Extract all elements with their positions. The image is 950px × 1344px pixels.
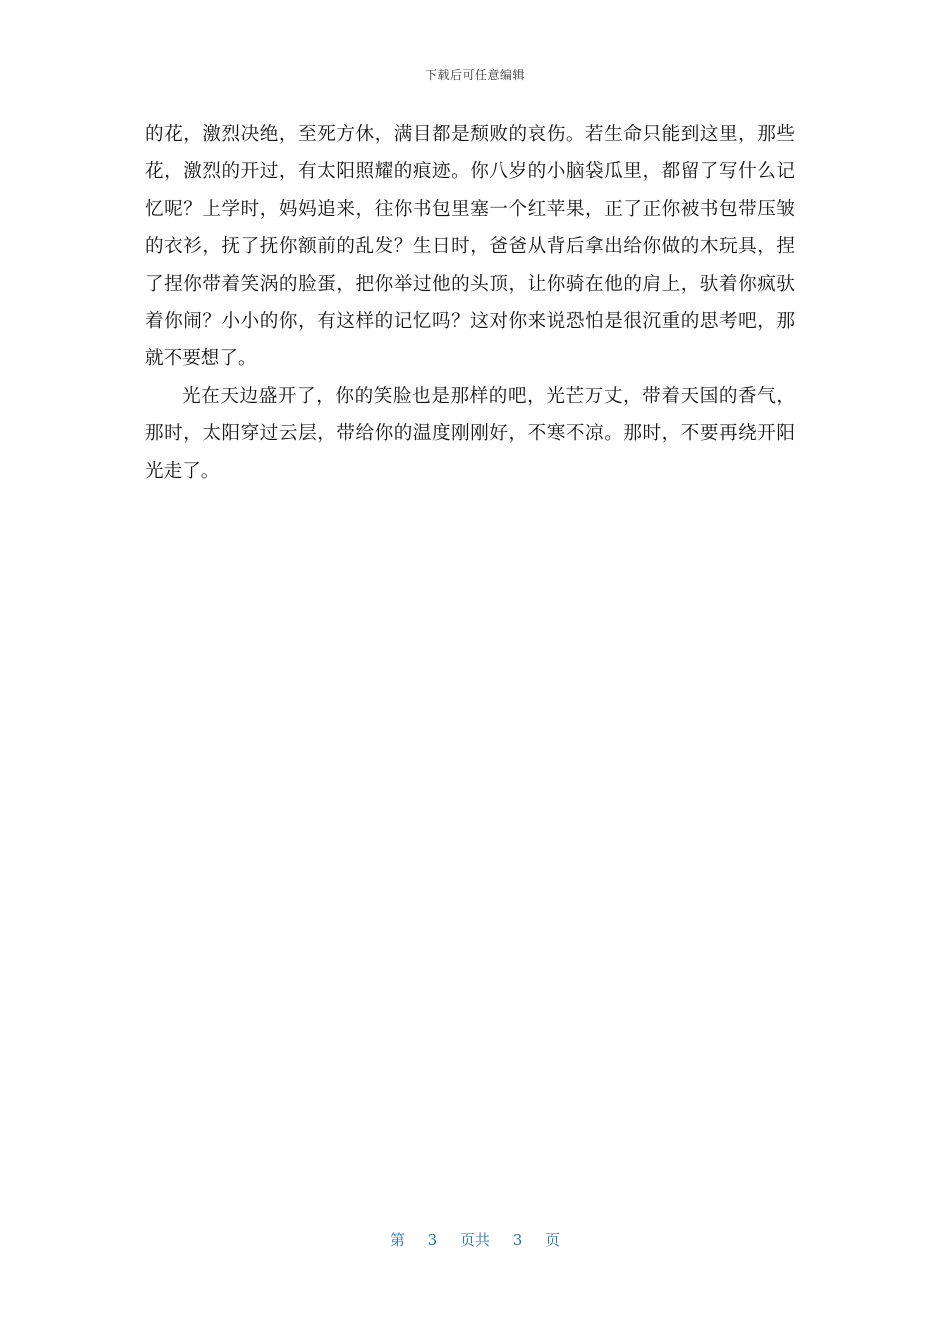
text-line: 的花，激烈决绝，至死方休，满目都是颓败的哀伤。若生命只能到这里，那些 <box>145 124 795 145</box>
paragraph-2 <box>145 378 795 490</box>
footer-label-di: 第 <box>389 1231 405 1249</box>
text-line: 光在天边盛开了，你的笑脸也是那样的吧，光芒万丈，带着天国的香气， <box>182 385 795 407</box>
current-page-number: 3 <box>427 1231 438 1249</box>
document-body <box>145 116 795 490</box>
footer-label-ye-gong: 页共 <box>459 1231 490 1249</box>
text-line: 那时，太阳穿过云层，带给你的温度刚刚好，不寒不凉。那时，不要再绕开阳 <box>145 423 795 445</box>
page-header: 下载后可任意编辑 <box>424 68 525 82</box>
footer-label-ye: 页 <box>545 1231 561 1249</box>
text-line: 了捏你带着笑涡的脸蛋，把你举过他的头顶，让你骑在他的肩上，驮着你疯驮 <box>145 273 795 295</box>
text-line: 忆呢？上学时，妈妈追来，往你书包里塞一个红苹果，正了正你被书包带压皱 <box>145 198 795 220</box>
text-line: 光走了。 <box>145 460 220 482</box>
text-line: 就不要想了。 <box>145 348 257 370</box>
text-line: 着你闹？小小的你，有这样的记忆吗？这对你来说恐怕是很沉重的思考吧，那 <box>145 310 795 332</box>
text-line: 花，激烈的开过，有太阳照耀的痕迹。你八岁的小脑袋瓜里，都留了写什么记 <box>145 161 795 183</box>
total-page-count: 3 <box>512 1231 523 1249</box>
paragraph-1 <box>145 116 795 378</box>
text-line: 的衣衫，抚了抚你额前的乱发？生日时，爸爸从背后拿出给你做的木玩具，捏 <box>145 236 795 258</box>
page-footer <box>0 1229 950 1250</box>
